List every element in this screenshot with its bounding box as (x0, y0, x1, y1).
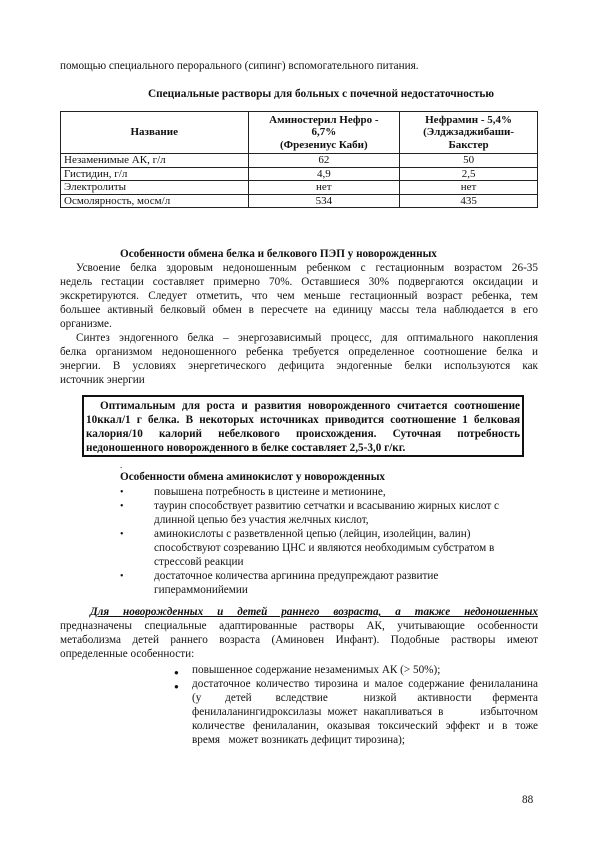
row-label: Электролиты (61, 181, 249, 195)
bullet-text: фенилаланингидроксилазы может накапливаться в избыточном (192, 706, 538, 718)
row-value-aminosteril: 62 (248, 154, 400, 168)
page-number: 88 (522, 794, 534, 806)
section1-line: источник энергии (60, 374, 145, 386)
section3-line: предназначены специальные адаптированные растворы АК, учитывающие особенности (60, 620, 538, 632)
table-row (61, 181, 538, 195)
header-nephramine-line2: (Элджзаджибаши- (423, 126, 515, 139)
header-aminosteril-line2: 6,7% (311, 126, 337, 139)
box-line: 10ккал/1 г белка. В некоторых источниках приводится соотношение 1 белковая (86, 414, 520, 426)
box-line: Оптимальным для роста и развития новорожденного считается соотношение (100, 400, 520, 412)
section1-line: недель гестации составляет примерно 70%. Оставшиеся 30% подвергаются оксидации и (60, 276, 538, 288)
row-value-nephramine: 2,5 (400, 167, 538, 181)
row-value-aminosteril: 4,9 (248, 167, 400, 181)
table-row (61, 167, 538, 181)
bullet-text: достаточное количества аргинина предупреждают развитие (154, 570, 439, 582)
bullet-text: повышенное содержание незаменимых АК (> 50%); (192, 664, 441, 676)
header-aminosteril (248, 112, 400, 154)
bullet-text: достаточное количество тирозина и малое содержание фенилаланина (192, 678, 538, 690)
row-value-nephramine: 435 (400, 194, 538, 208)
bullet-text: количестве фенилаланин, оказывая токсический эффект и в тоже (192, 720, 538, 732)
table-header-row (61, 112, 538, 154)
section2-heading: Особенности обмена аминокислот у новорожденных (120, 471, 386, 483)
intro-line: помощью специального перорального (сипинг) вспомогательного питания. (60, 60, 419, 72)
section3-line: метаболизма детей раннего возраста (Аминовен Инфант). Подобные растворы имеют (60, 634, 538, 646)
header-nephramine-line3: Бакстер (448, 138, 489, 151)
header-nephramine-line1: Нефрамин - 5,4% (425, 113, 513, 126)
bullet-text: длинной цепью без участия желчных кислот, (154, 514, 369, 526)
bullet-icon: • (120, 501, 124, 512)
table-row (61, 154, 538, 168)
bullet-icon: • (120, 529, 124, 540)
bullet-text: гипераммонийемии (154, 584, 248, 596)
header-name: Название (61, 112, 249, 154)
header-nephramine (400, 112, 538, 154)
section1-line: энергии. В условиях энергетического дефицита эндогенные белки используются как (60, 360, 538, 372)
solutions-table (60, 111, 538, 208)
section1-line: белка организмом недоношенного ребенка требуется определенное соотношение белка и (60, 346, 538, 358)
section1-line: экскретируются. Следует отметить, что чем меньше гестационный возраст ребенка, тем (60, 290, 538, 302)
box-line: калория/10 калорий небелкового происхождения. Суточная потребность (86, 428, 520, 440)
row-value-aminosteril: нет (248, 181, 400, 195)
bullet-text: повышена потребность в цистеине и метионине, (154, 486, 386, 498)
table-caption: Специальные растворы для больных с почечной недостаточностью (148, 88, 495, 100)
bullet-text: способствуют созреванию ЦНС и являются необходимым субстратом в (154, 542, 495, 554)
bullet-text: (у детей вследствие низкой активности фермента (192, 692, 538, 704)
row-label: Осмолярность, мосм/л (61, 194, 249, 208)
section1-line: Синтез эндогенного белка – энергозависимый процесс, для оптимального накопления (76, 332, 538, 344)
bullet-text: стрессовй реакции (154, 556, 244, 568)
row-value-aminosteril: 534 (248, 194, 400, 208)
box-line: недоношенного новорожденного в белке составляет 2,5-3,0 г/кг. (86, 442, 406, 454)
bullet-icon: ● (174, 668, 179, 677)
section1-line: организме. (60, 318, 112, 330)
section3-lead: Для новорожденных и детей раннего возраста, а также недоношенных (90, 606, 538, 618)
row-value-nephramine: 50 (400, 154, 538, 168)
header-aminosteril-line3: (Фрезениус Каби) (279, 138, 368, 151)
bullet-text: время может возникать дефицит тирозина); (192, 734, 405, 746)
row-value-nephramine: нет (400, 181, 538, 195)
section1-line: большее активный белковый обмен в пересчете на единицу массы тела наблюдается в его (60, 304, 538, 316)
bullet-icon: • (120, 571, 124, 582)
header-aminosteril-line1: Аминостерил Нефро - (269, 113, 379, 126)
bullet-text: таурин способствует развитию сетчатки и всасыванию жирных кислот с (154, 500, 500, 512)
bullet-text: аминокислоты с разветвленной цепью (лейцин, изолейцин, валин) (154, 528, 471, 540)
bullet-icon: • (120, 487, 124, 498)
row-label: Незаменимые АК, г/л (61, 154, 249, 168)
section1-line: Усвоение белка здоровым недоношенным ребенком с гестационным возрастом 26-35 (76, 262, 538, 274)
section1-heading: Особенности обмена белка и белкового ПЭП у новорожденных (120, 248, 437, 260)
section3-line: определенные особенности: (60, 648, 195, 660)
stray-dot: . (120, 460, 123, 470)
bullet-icon: ● (174, 682, 179, 691)
table-row (61, 194, 538, 208)
row-label: Гистидин, г/л (61, 167, 249, 181)
